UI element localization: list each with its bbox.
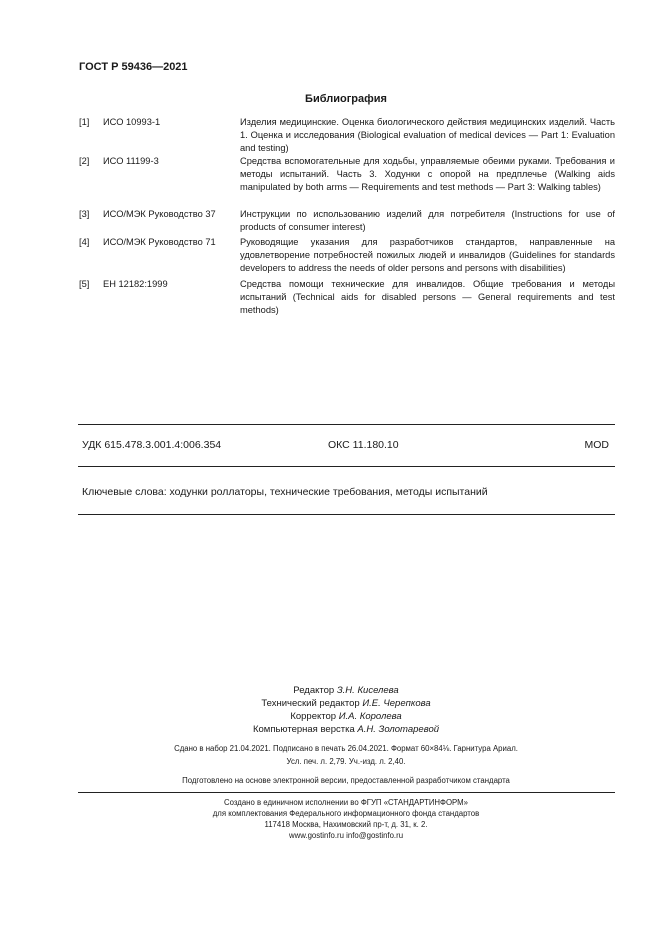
publisher-line: www.gostinfo.ru info@gostinfo.ru <box>288 831 404 840</box>
entry-text: Средства помощи технические для инвалидов. Общие требования и методы испытаний (Technical aids for disabled persons — General requirements and test methods) <box>240 279 615 316</box>
keywords: Ключевые слова: ходунки роллаторы, технические требования, методы испытаний <box>82 486 488 498</box>
divider-middle <box>78 466 615 467</box>
entry-number: [3] <box>79 209 90 219</box>
credits-block <box>0 684 661 736</box>
publisher-line: 117418 Москва, Нахимовский пр-т, д. 31, к. 2. <box>264 820 428 829</box>
print-info <box>0 742 661 768</box>
mod-label: MOD <box>584 439 609 451</box>
entry-code: ЕН 12182:1999 <box>103 279 168 289</box>
oks-code: ОКС 11.180.10 <box>328 439 399 451</box>
entry-text: Руководящие указания для разработчиков стандартов, направленные на удовлетворение потребностей пожилых людей и инвалидов (Guidelines for standards developers to address the needs of older persons and persons with disabilities) <box>240 237 615 274</box>
prepared-note: Подготовлено на основе электронной версии, предоставленной разработчиком стандарта <box>182 776 510 785</box>
entry-code: ИСО/МЭК Руководство 71 <box>103 237 216 247</box>
entry-code: ИСО/МЭК Руководство 37 <box>103 209 216 219</box>
entry-text: Инструкции по использованию изделий для потребителя (Instructions for use of products of consumer interest) <box>240 209 615 233</box>
udk-code: УДК 615.478.3.001.4:006.354 <box>82 439 222 451</box>
print-info-line: Сдано в набор 21.04.2021. Подписано в печать 26.04.2021. Формат 60×84⅛. Гарнитура Ариал. <box>174 744 518 753</box>
entry-text: Средства вспомогательные для ходьбы, управляемые обеими руками. Требования и методы испытаний. Часть 3. Ходунки с опорой на предплечье (Walking aids manipulated by both arms — Requirements and test methods — Part 3: Walking tables) <box>240 156 615 193</box>
document-code: ГОСТ Р 59436—2021 <box>79 61 188 73</box>
entry-code: ИСО 10993-1 <box>103 117 161 127</box>
entry-number: [2] <box>79 156 90 166</box>
credit-editor: Редактор З.Н. Киселева <box>293 685 399 696</box>
entry-number: [5] <box>79 279 90 289</box>
divider-bottom <box>78 514 615 515</box>
entry-text: Изделия медицинские. Оценка биологического действия медицинских изделий. Часть 1. Оценка и исследования (Biological evaluation of medical devices — Part 1: Evaluation and testing) <box>240 117 615 154</box>
print-info-line: Усл. печ. л. 2,79. Уч.-изд. л. 2,40. <box>286 757 406 766</box>
entry-code: ИСО 11199-3 <box>103 156 159 166</box>
publisher-line: Создано в единичном исполнении во ФГУП «СТАНДАРТИНФОРМ» <box>224 798 468 807</box>
entry-number: [1] <box>79 117 90 127</box>
credit-layout: Компьютерная верстка А.Н. Золотаревой <box>252 724 440 735</box>
bibliography-title: Библиография <box>305 93 387 105</box>
divider-top <box>78 424 615 425</box>
publisher-line: для комплектования Федерального информационного фонда стандартов <box>212 809 480 818</box>
entry-number: [4] <box>79 237 90 247</box>
credit-corrector: Корректор И.А. Королева <box>290 711 402 722</box>
credit-tech-editor: Технический редактор И.Е. Черепкова <box>261 698 431 709</box>
divider-publisher <box>78 792 615 793</box>
publisher-block <box>0 797 661 841</box>
